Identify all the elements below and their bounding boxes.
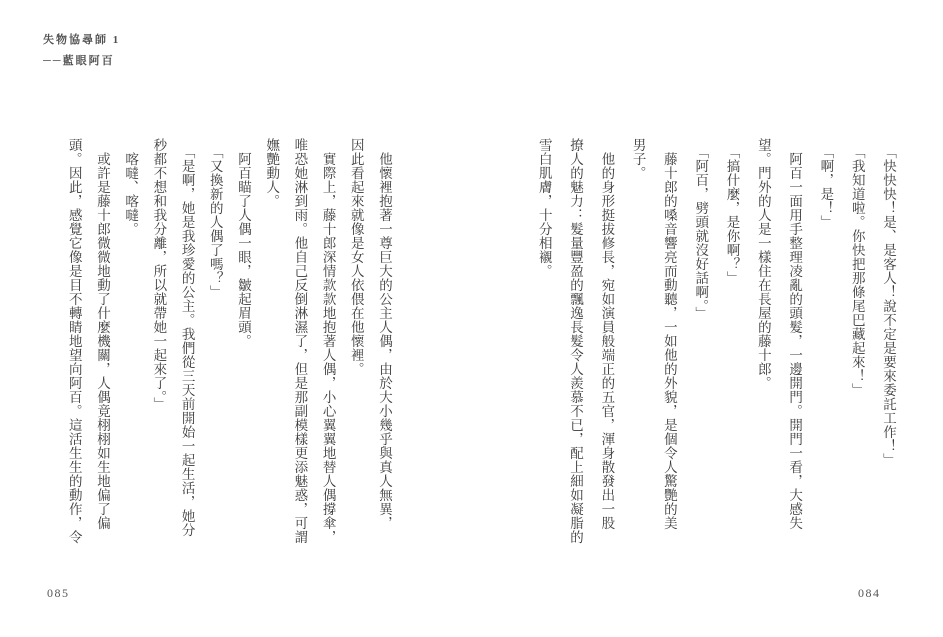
text-column: 他的身形挺拔修長，宛如演員般端正的五官，渾身散發出一股 <box>599 138 615 530</box>
text-column: 喀噠、喀噠。 <box>123 138 139 236</box>
page-number-left: 085 <box>47 586 70 600</box>
text-column: 藤十郎的嗓音響亮而動聽，一如他的外貌，是個令人驚艷的美 <box>661 138 677 530</box>
text-column: 「啊，是！」 <box>818 138 834 230</box>
text-column: 秒都不想和我分離，所以就帶她一起來了。」 <box>151 138 167 412</box>
text-column: 男子。 <box>630 138 646 180</box>
text-column: 阿百瞄了人偶一眼，皺起眉頭。 <box>235 138 251 348</box>
text-column: 「搞什麼，是你啊？」 <box>724 138 740 286</box>
page-left-text-block <box>60 138 398 586</box>
text-column: 「快快快！是、是客人！說不定是要來委託工作！」 <box>881 138 896 468</box>
text-column: 因此看起來就像是女人依偎在他懷裡。 <box>348 138 364 376</box>
text-column: 實際上，藤十郎深情款款地抱著人偶，小心翼翼地替人偶撐傘， <box>320 138 336 544</box>
text-column: 唯恐她淋到雨。他自己反倒淋濕了，但是那副模樣更添魅惑，可謂 <box>292 138 308 544</box>
text-column: 「又換新的人偶了嗎？」 <box>207 138 223 300</box>
text-column: 「阿百，劈頭就沒好話啊。」 <box>693 138 709 321</box>
text-column: 撩人的魅力：髮量豐盈的飄逸長髮令人羨慕不已，配上細如凝脂的 <box>568 138 584 544</box>
text-column: 「我知道啦。你快把那條尾巴藏起來！」 <box>849 138 865 398</box>
page-number-right: 084 <box>858 586 881 600</box>
text-column: 雪白肌膚，十分相襯。 <box>536 138 552 278</box>
text-column: 他懷裡抱著一尊巨大的公主人偶，由於大小幾乎與真人無異， <box>377 138 392 530</box>
text-column: 嫵艷動人。 <box>264 138 280 208</box>
text-column: 或許是藤十郎微微地動了什麼機關，人偶竟栩栩如生地偏了偏 <box>94 138 110 530</box>
book-subtitle: ──藍眼阿百 <box>43 55 115 67</box>
text-column: 頭。因此，感覺它像是目不轉睛地望向阿百。這活生生的動作，令 <box>66 138 82 544</box>
running-head <box>43 32 120 69</box>
page-right-text-block <box>528 138 904 586</box>
text-column: 望。門外的人是一樣住在長屋的藤十郎。 <box>755 138 771 390</box>
series-title: 失物協尋師 1 <box>43 34 121 46</box>
text-column: 阿百一面用手整理凌亂的頭髮，一邊開門。開門一看，大感失 <box>787 138 803 530</box>
text-column: 「是啊，她是我珍愛的公主。我們從三天前開始一起生活，她分 <box>179 138 195 538</box>
